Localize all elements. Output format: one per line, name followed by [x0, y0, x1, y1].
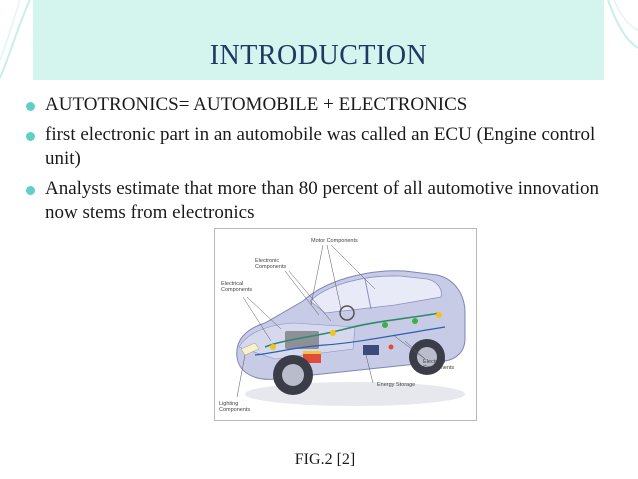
decorative-curve-right-2 [614, 0, 638, 30]
bullet-text-2: first electronic part in an automobile was called an ECU (Engine control unit) [45, 124, 596, 169]
decorative-curve-left [0, 0, 30, 78]
bullet-dot-icon [26, 102, 35, 111]
bullet-item-1 [24, 93, 604, 117]
bullet-text-3: Analysts estimate that more than 80 percent of all automotive innovation now stems from electronics [45, 178, 600, 223]
component-node [330, 330, 336, 336]
bullet-item-2 [24, 123, 604, 171]
car-components-figure [214, 228, 477, 421]
component-node [270, 344, 276, 350]
bullet-item-3 [24, 177, 604, 225]
label-energy-storage: Energy Storage [377, 382, 416, 388]
component-node [389, 345, 394, 350]
bullet-list [24, 93, 604, 231]
front-wheel-rim [282, 364, 304, 386]
component-node [412, 318, 418, 324]
bullet-dot-icon [26, 186, 35, 195]
bullet-text-1: AUTOTRONICS= AUTOMOBILE + ELECTRONICS [45, 94, 468, 115]
label-electronic-components: Electronic Components [255, 258, 287, 270]
component-node [436, 312, 442, 318]
decorative-curve-right [608, 0, 638, 48]
label-lighting-components: Lighting Components [219, 401, 251, 413]
component-node [382, 322, 388, 328]
label-electrical-components-left: Electrical Components [221, 281, 253, 293]
slide-title: INTRODUCTION [209, 40, 428, 71]
battery-top [303, 351, 321, 354]
label-electrical-components-right: Electrical Components [423, 359, 455, 371]
figure-caption: FIG.2 [2] [294, 451, 356, 468]
bullet-dot-icon [26, 132, 35, 141]
label-motor-components: Motor Components [311, 238, 358, 244]
